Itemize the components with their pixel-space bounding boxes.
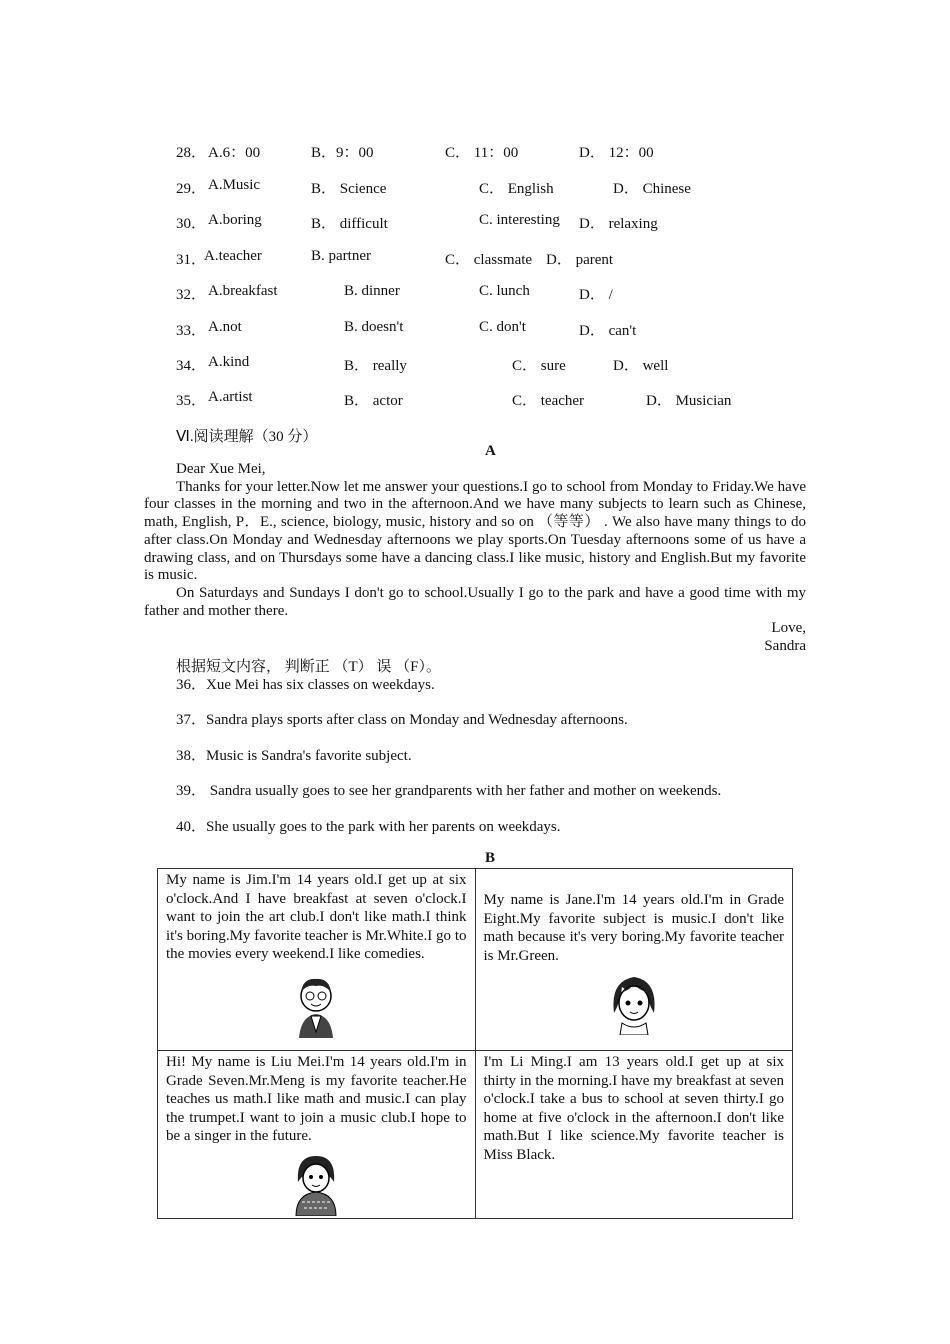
option: D． can't	[579, 323, 637, 339]
option: A.breakfast	[208, 283, 278, 299]
option: B. doesn't	[344, 319, 404, 335]
tf-question: 38．Music is Sandra's favorite subject.	[176, 748, 412, 764]
option: B． Science	[311, 181, 387, 197]
option: C． sure	[512, 358, 566, 374]
q35-num: 35．	[176, 393, 207, 409]
option: D． parent	[546, 252, 614, 268]
option: C． teacher	[512, 393, 585, 409]
option: C． classmate	[445, 252, 533, 268]
option: A.boring	[208, 212, 262, 228]
jane-text: My name is Jane.I'm 14 years old.I'm in Grade Eight.My favorite subject is music.I don't like math because it's very boring.My favorite teacher is Mr.Green.	[483, 892, 784, 964]
option: D． Musician	[646, 393, 732, 409]
signature: Sandra	[764, 638, 806, 655]
jim-text: My name is Jim.I'm 14 years old.I get up at six o'clock.And I have breakfast at seven o'clock.I want to join the art club.I don't like math.I think it's boring.My favorite teacher is Mr.White.I go to the movies every weekend.I like comedies.	[166, 872, 467, 962]
option: D． relaxing	[579, 216, 658, 232]
option: D． well	[613, 358, 669, 374]
q31-num: 31．	[176, 252, 207, 268]
option: D． 12：00	[579, 145, 654, 161]
q29-num: 29．	[176, 181, 207, 197]
passage-a	[144, 461, 806, 656]
option: C. interesting	[479, 212, 560, 228]
girl-cartoon-icon	[608, 973, 660, 1035]
option: B．9：00	[311, 145, 374, 161]
section-title: Ⅵ.阅读理解（30 分）	[176, 429, 318, 445]
q28-num: 28．	[176, 145, 207, 161]
boy-cartoon-icon	[291, 972, 341, 1038]
tf-question: 37．Sandra plays sports after class on Monday and Wednesday afternoons.	[176, 712, 628, 728]
liu-mei-text: Hi! My name is Liu Mei.I'm 14 years old.I'm in Grade Seven.Mr.Meng is my favorite teacher.He teaches us math.I like math and music.I can play the trumpet.I want to join a music club.I hope to be a singer in the future.	[166, 1054, 467, 1144]
q32-num: 32．	[176, 287, 207, 303]
tf-question: 40．She usually goes to the park with her parents on weekdays.	[176, 819, 561, 835]
option: A.Music	[208, 177, 261, 193]
option: D． Chinese	[613, 181, 691, 197]
option: C． 11：00	[445, 145, 519, 161]
option: C. lunch	[479, 283, 530, 299]
q34-num: 34．	[176, 358, 207, 374]
girl-cartoon-icon	[290, 1152, 342, 1216]
greeting: Dear Xue Mei,	[176, 461, 266, 477]
option: B． actor	[344, 393, 403, 409]
option: B． difficult	[311, 216, 388, 232]
paragraph-2: On Saturdays and Sundays I don't go to school.Usually I go to the park and have a good time with my father and mother there.	[144, 584, 806, 619]
cell-jim	[158, 869, 476, 1051]
cell-jane	[475, 869, 793, 1051]
option: D． /	[579, 287, 613, 303]
option: B． really	[344, 358, 407, 374]
paragraph-1: Thanks for your letter.Now let me answer your questions.I go to school from Monday to Friday.We have four classes in the morning and two in the afternoon.And we have many subjects to learn such as Chinese, math, English, P．E., science, biology, music, history and so on （等等） . We also have many things to do after class.On Monday and Wednesday afternoons we play sports.On Tuesday afternoons some of us have a drawing class, and on Thursdays some have a dancing class.I like music, history and English.But my favorite is music.	[144, 478, 806, 584]
option: A.artist	[208, 389, 253, 405]
option: B. dinner	[344, 283, 400, 299]
option: A.6：00	[208, 145, 261, 161]
tf-question: 36．Xue Mei has six classes on weekdays.	[176, 677, 435, 693]
li-ming-text: I'm Li Ming.I am 13 years old.I get up at six thirty in the morning.I have my breakfast at seven o'clock.I take a bus to school at seven thirty.I go home at five o'clock in the afternoon.I don't like math.But I like science.My favorite teacher is Miss Black.	[483, 1054, 784, 1163]
passage-b-table	[157, 868, 793, 1219]
cell-li-ming	[475, 1051, 793, 1219]
option: A.not	[208, 319, 242, 335]
instruction: 根据短文内容， 判断正 （T） 误 （F）。	[176, 659, 442, 675]
option: B. partner	[311, 248, 371, 264]
closing: Love,	[771, 620, 806, 637]
option: A.kind	[208, 354, 250, 370]
option: A.teacher	[204, 248, 262, 264]
tf-question: 39． Sandra usually goes to see her grandparents with her father and mother on weekends.	[176, 783, 722, 799]
q30-num: 30．	[176, 216, 207, 232]
option: C． English	[479, 181, 554, 197]
passage-a-label: A	[485, 443, 496, 459]
q33-num: 33．	[176, 323, 207, 339]
option: C. don't	[479, 319, 526, 335]
cell-liu-mei	[158, 1051, 476, 1219]
passage-b-label: B	[485, 850, 496, 866]
